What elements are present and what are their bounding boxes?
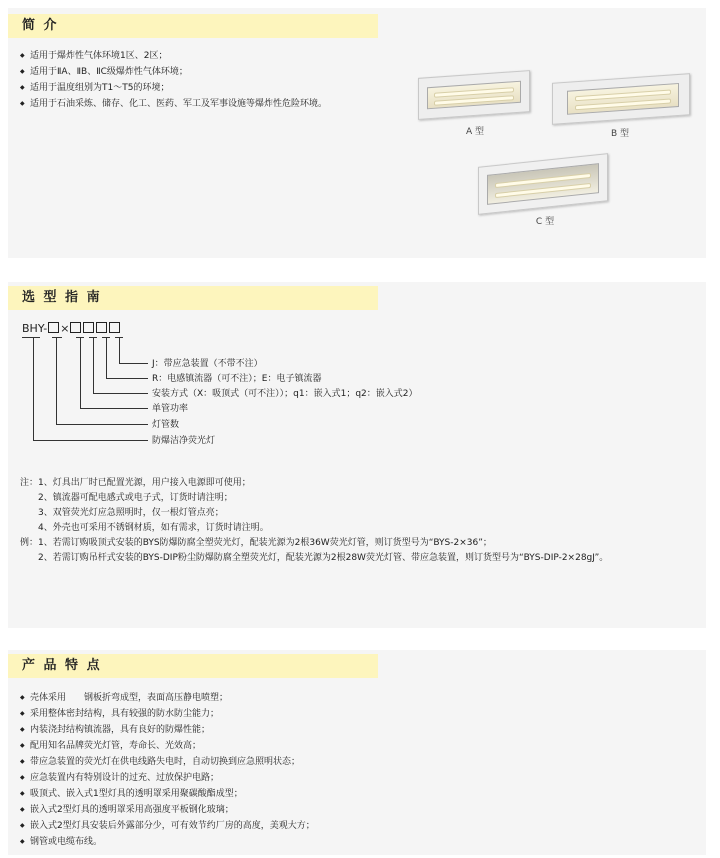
list-item: ◆ 钢管或电缆布线。 <box>20 834 315 850</box>
legend-type: 防爆洁净荧光灯 <box>152 436 216 446</box>
placeholder-box <box>48 322 59 333</box>
list-item: ◆ 适用于爆炸性气体环境1区、2区； <box>20 48 327 64</box>
intro-title: 简 介 <box>8 14 378 38</box>
placeholder-box <box>96 322 107 333</box>
legend-power: 单管功率 <box>152 404 189 414</box>
features-title: 产 品 特 点 <box>8 654 378 678</box>
list-item: ◆ 带应急装置的荧光灯在供电线路失电时，自动切换到应急照明状态； <box>20 754 315 770</box>
list-item: ◆ 壳体采用 钢板折弯成型，表面高压静电喷塑； <box>20 690 315 706</box>
lamp-c-label: C 型 <box>535 217 555 227</box>
note-line: 例：1、若需订购吸顶式安装的BYS防爆防腐全塑荧光灯，配装光源为2根36W荧光灯管，则订货型号为“BYS-2×36”； <box>20 538 492 548</box>
list-item: ◆ 嵌入式2型灯具安装后外露部分少，可有效节约厂房的高度，美观大方； <box>20 818 315 834</box>
list-item: ◆ 嵌入式2型灯具的透明罩采用高强度平板钢化玻璃； <box>20 802 315 818</box>
placeholder-box <box>83 322 94 333</box>
lamp-b-label: B 型 <box>610 129 630 139</box>
list-item: ◆ 适用于石油采炼、储存、化工、医药、军工及军事设施等爆炸性危险环境。 <box>20 96 327 112</box>
model-times: × <box>60 322 70 335</box>
note-line: 注：1、灯具出厂时已配置光源，用户接入电源即可使用； <box>20 478 251 488</box>
placeholder-box <box>70 322 81 333</box>
list-item: ◆ 应急装置内有特别设计的过充、过放保护电路； <box>20 770 315 786</box>
legend-ballast: R：电感镇流器（可不注）；E：电子镇流器 <box>152 374 322 384</box>
legend-mount: 安装方式（X：吸顶式（可不注））；q1：嵌入式1；q2：嵌入式2） <box>152 389 418 399</box>
intro-bullets <box>20 48 327 112</box>
notes <box>20 476 608 566</box>
lamp-a-image <box>418 70 530 120</box>
note-line: 2、若需订购吊杆式安装的BYS-DIP粉尘防爆防腐全塑荧光灯，配装光源为2根28W荧光灯管、带应急装置，则订货型号为“BYS-DIP-2×28gJ”。 <box>20 553 609 563</box>
note-line: 4、外壳也可采用不锈钢材质，如有需求，订货时请注明。 <box>20 523 269 533</box>
list-item: ◆ 内装浇封结构镇流器，具有良好的防爆性能； <box>20 722 315 738</box>
lamp-a-label: A 型 <box>465 127 485 137</box>
list-item: ◆ 配用知名品牌荧光灯管，寿命长、光效高； <box>20 738 315 754</box>
model-prefix: BHY- <box>22 322 48 335</box>
legend-j: J：带应急装置（不带不注） <box>152 359 263 369</box>
note-line: 3、双管荧光灯应急照明时，仅一根灯管点亮； <box>20 508 224 518</box>
list-item: ◆ 采用整体密封结构，具有较强的防水防尘能力； <box>20 706 315 722</box>
list-item: ◆ 吸顶式、嵌入式1型灯具的透明罩采用聚碳酸酯成型； <box>20 786 315 802</box>
guide-title: 选 型 指 南 <box>8 286 378 310</box>
note-line: 2、镇流器可配电感式或电子式，订货时请注明； <box>20 493 233 503</box>
list-item: ◆ 适用于温度组别为T1～T5的环境； <box>20 80 327 96</box>
features-bullets <box>20 690 315 850</box>
model-code <box>22 322 121 335</box>
placeholder-box <box>109 322 120 333</box>
legend-tubes: 灯管数 <box>152 420 180 430</box>
list-item: ◆ 适用于ⅡA、ⅡB、ⅡC级爆炸性气体环境； <box>20 64 327 80</box>
